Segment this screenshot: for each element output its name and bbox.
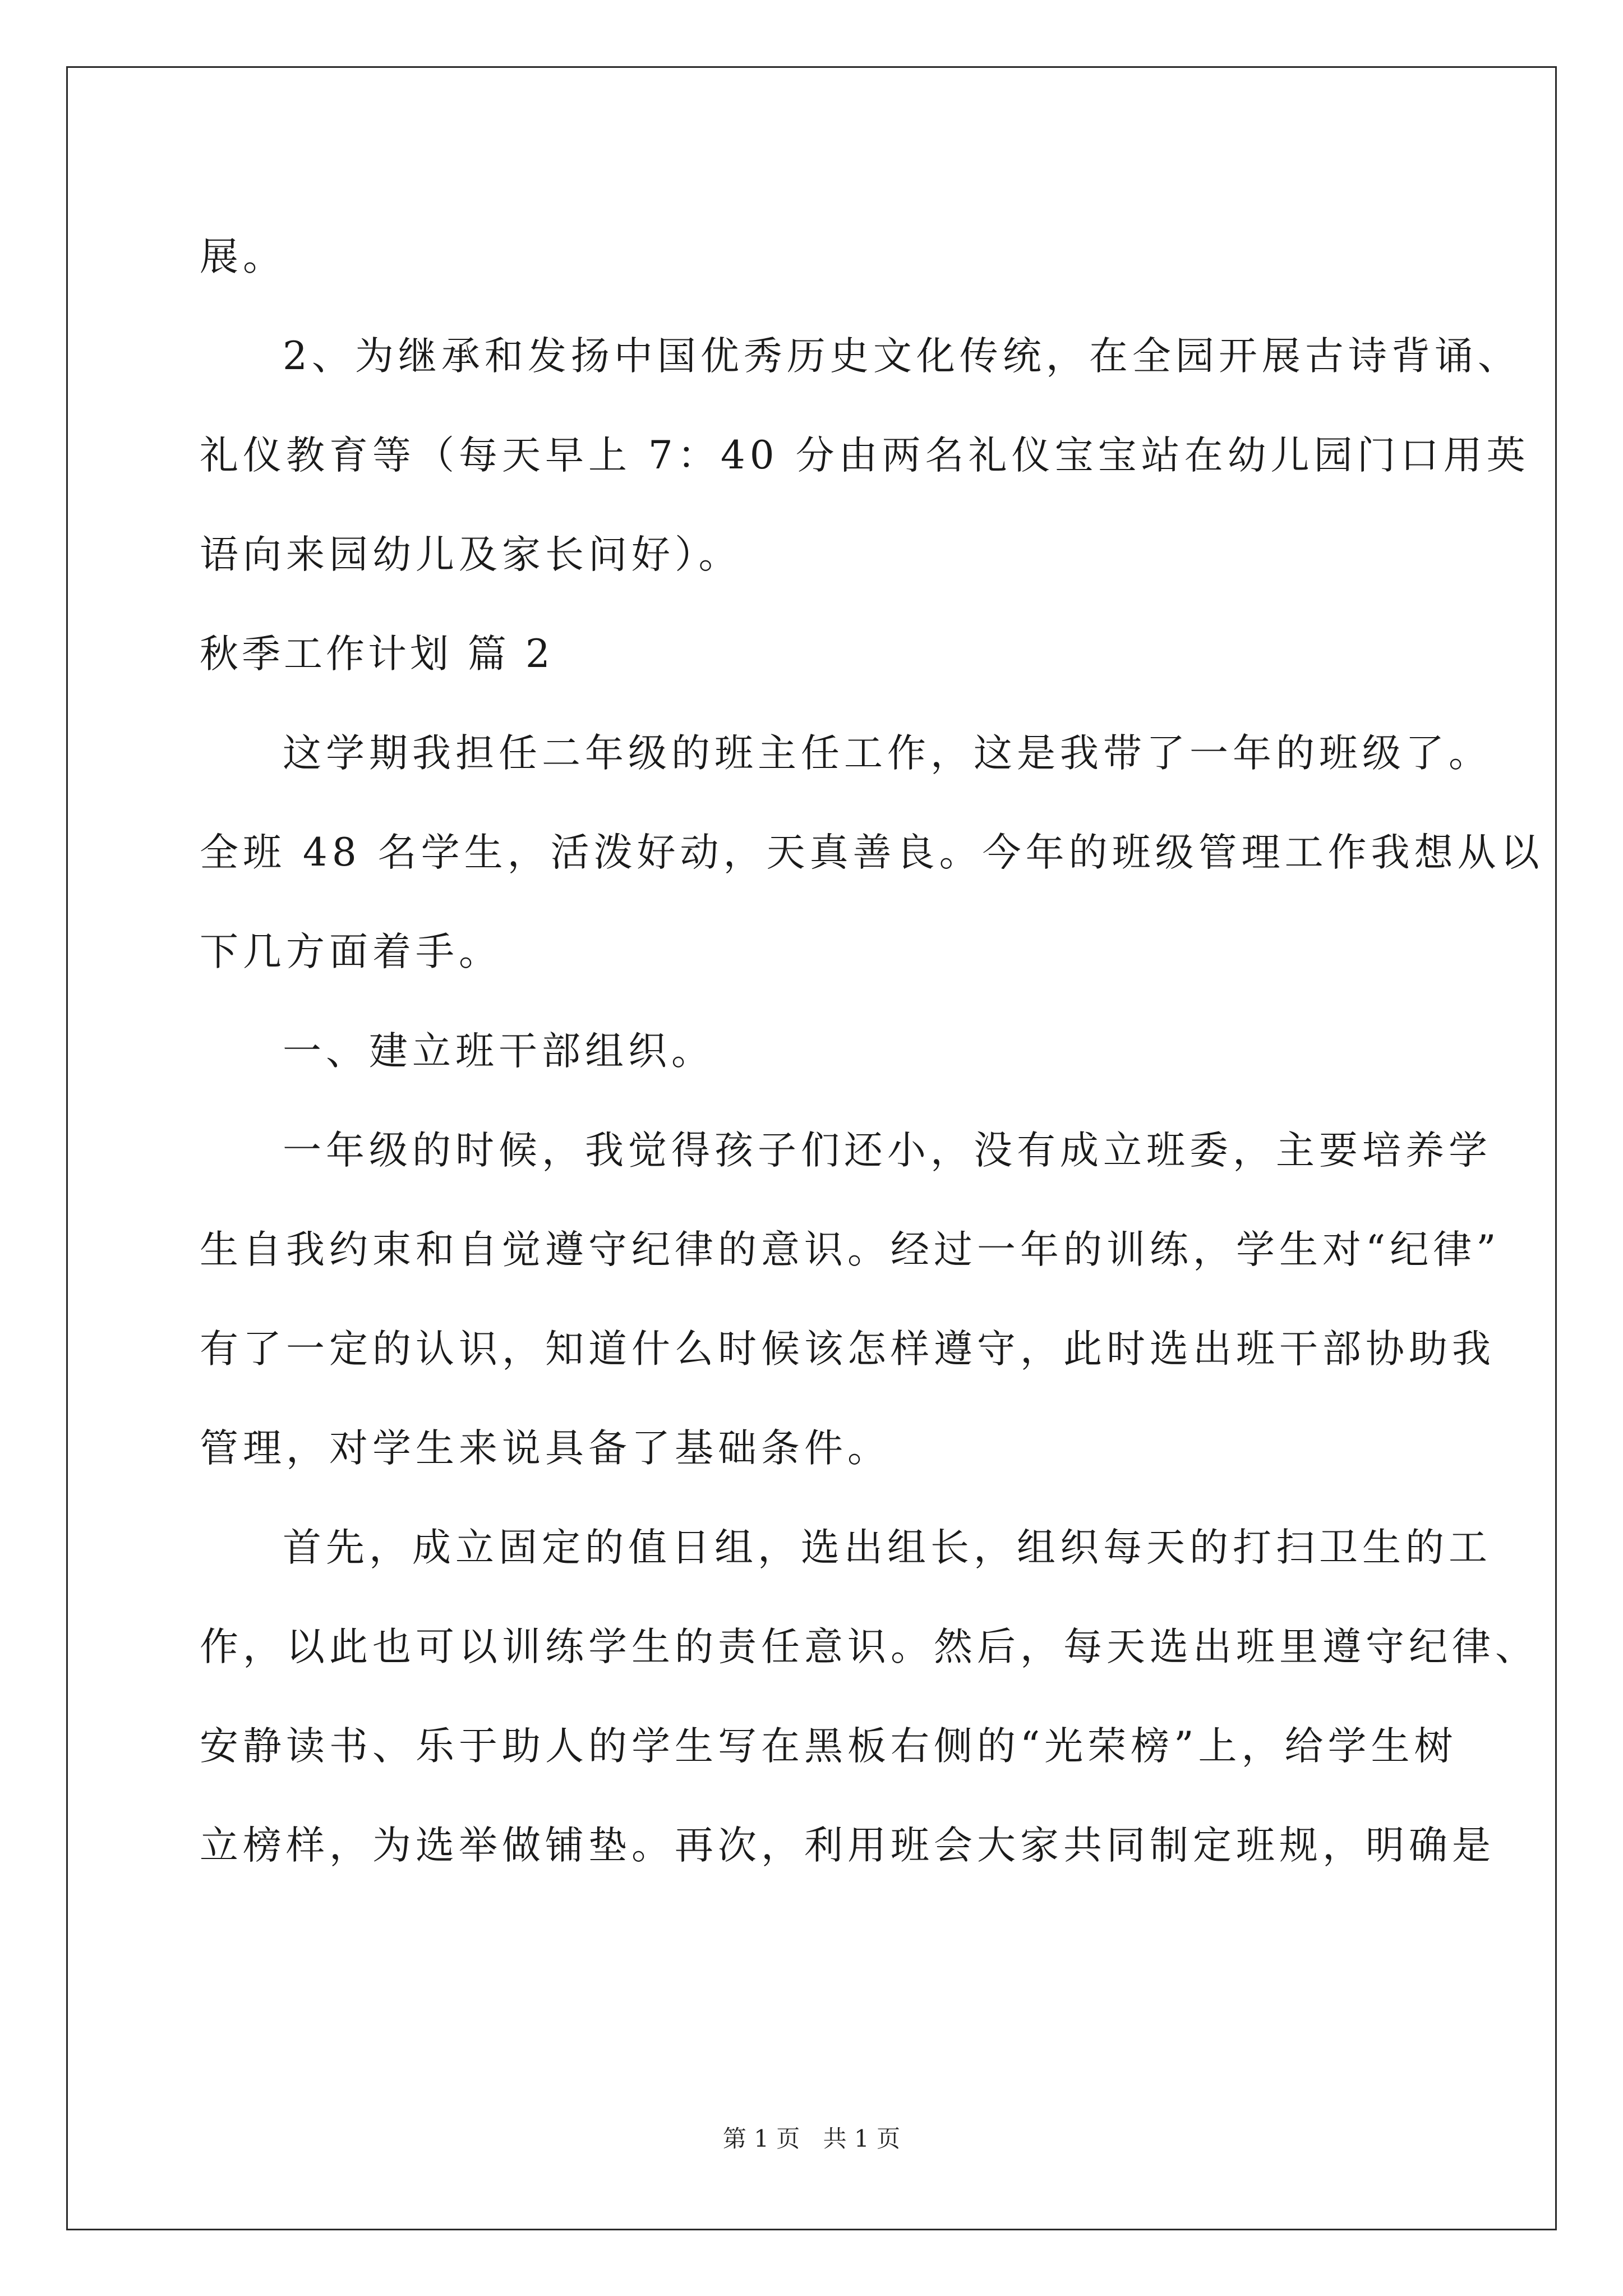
text-line: 安静读书、乐于助人的学生写在黑板右侧的“光荣榜”上，给学生树	[200, 1724, 1458, 1769]
text-line: 生自我约束和自觉遵守纪律的意识。经过一年的训练，学生对“纪律”	[200, 1227, 1501, 1272]
page-number-current: 第 1 页	[722, 2125, 800, 2152]
text-line: 立榜样，为选举做铺垫。再次，利用班会大家共同制定班规，明确是	[200, 1823, 1495, 1868]
subheading-line: 一、建立班干部组织。	[283, 1029, 714, 1074]
text-line: 管理，对学生来说具备了基础条件。	[200, 1426, 891, 1471]
paragraph-line: 这学期我担任二年级的班主任工作，这是我带了一年的班级了。	[283, 731, 1492, 776]
page-footer	[0, 2120, 1623, 2154]
paragraph-line: 首先，成立固定的值日组，选出组长，组织每天的打扫卫生的工	[283, 1525, 1492, 1570]
text-line: 有了一定的认识，知道什么时候该怎样遵守，此时选出班干部协助我	[200, 1327, 1495, 1372]
text-line: 展。	[200, 234, 286, 279]
document-body	[200, 208, 1544, 1895]
text-line: 语向来园幼儿及家长问好）。	[200, 532, 742, 577]
paragraph-line: 一年级的时候，我觉得孩子们还小，没有成立班委，主要培养学	[283, 1128, 1492, 1173]
text-line: 作，以此也可以训练学生的责任意识。然后，每天选出班里遵守纪律、	[200, 1625, 1538, 1669]
page-number-total: 共 1 页	[823, 2125, 901, 2152]
text-line: 全班 48 名学生，活泼好动，天真善良。今年的班级管理工作我想从以	[200, 830, 1544, 875]
paragraph-line: 2、为继承和发扬中国优秀历史文化传统，在全园开展古诗背诵、	[283, 334, 1521, 379]
text-line: 礼仪教育等（每天早上 7：40 分由两名礼仪宝宝站在幼儿园门口用英	[200, 433, 1530, 478]
text-line: 下几方面着手。	[200, 930, 502, 974]
section-heading: 秋季工作计划 篇 2	[200, 632, 554, 677]
